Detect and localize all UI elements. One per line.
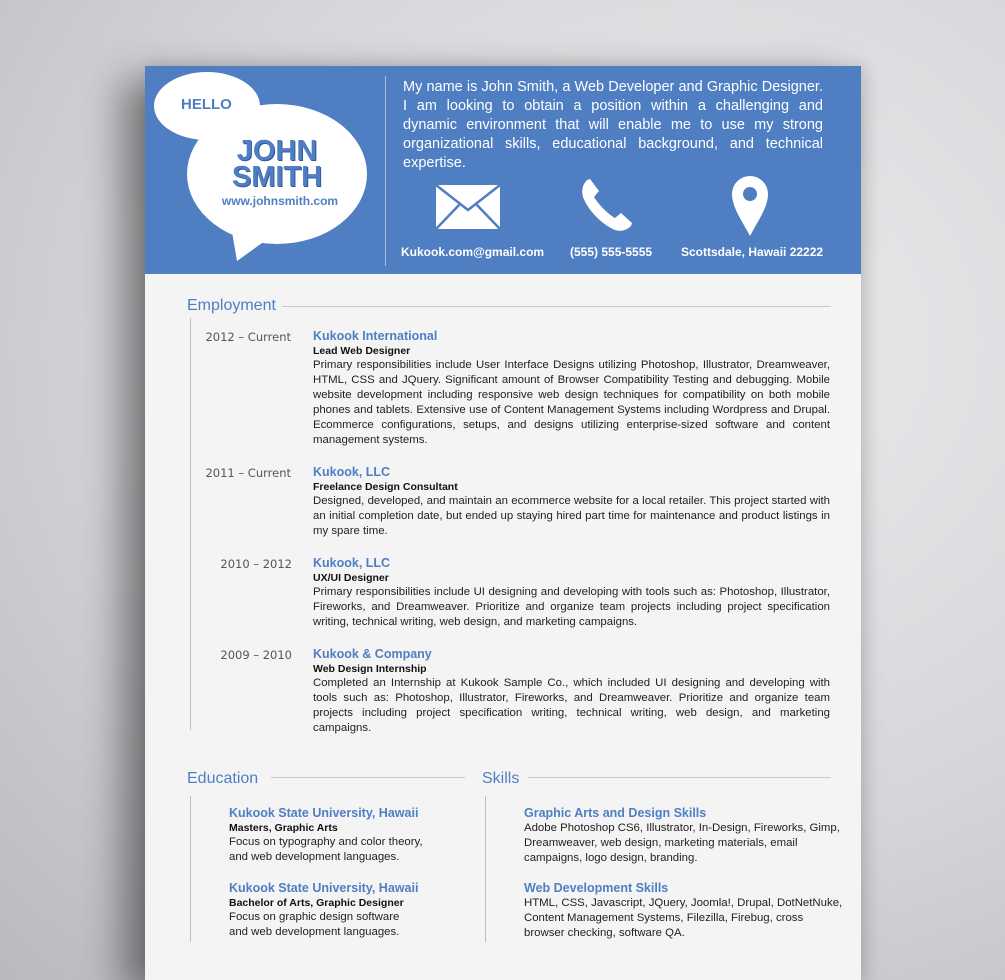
skill-line: Dreamweaver, web design, marketing materials, email xyxy=(524,837,798,849)
first-name: JOHN xyxy=(236,135,318,167)
skills-heading: Skills xyxy=(482,770,520,787)
education-timeline xyxy=(190,796,191,942)
job-role: Web Design Internship xyxy=(313,663,427,675)
job-role: Freelance Design Consultant xyxy=(313,481,458,493)
job-description: Completed an Internship at Kukook Sample Co., which included UI designing and developing with tools such as: Photoshop, Illustrator, Fireworks, and Dreamweaver. Prioritize and organize team projects including project specification writing, technical writing, web design, and marketing campaigns. xyxy=(313,677,830,734)
job-description: Primary responsibilities include User Interface Designs utilizing Photoshop, Illustrator, Dreamweaver, HTML, CSS and JQuery. Significant amount of Browser Compatibility Testing and debugging. Mobile website development including responsive web design techniques for compatibility on both mobile phones and tablets. Extensive use of Content Management Systems including Wordpress and Drupal. Ecommerce configurations, setups, and designs utilizing enterprise-sized software and content management systems. xyxy=(313,359,830,446)
last-name: SMITH xyxy=(231,161,323,193)
skill-group-title: Graphic Arts and Design Skills xyxy=(524,806,707,820)
job-dates: 2009 – 2010 xyxy=(220,648,292,662)
employment-timeline xyxy=(190,318,191,730)
website-link[interactable]: www.johnsmith.com xyxy=(221,194,339,208)
education-heading: Education xyxy=(187,770,259,787)
employment-heading: Employment xyxy=(187,297,276,314)
skill-group xyxy=(524,806,844,866)
skill-line: campaigns, logo design, branding. xyxy=(524,852,698,864)
job-dates: 2012 – Current xyxy=(205,330,291,344)
skill-list xyxy=(524,896,844,941)
education-focus-line: Focus on graphic design software xyxy=(229,911,400,923)
education-focus-line: and web development languages. xyxy=(229,926,400,938)
resume-header xyxy=(145,66,861,274)
education-entry xyxy=(229,806,469,865)
degree: Bachelor of Arts, Graphic Designer xyxy=(229,897,404,909)
job-description: Primary responsibilities include UI designing and developing with tools such as: Photoshop, Illustrator, Fireworks, and Dreamweaver. Prioritize and organize team projects including project specification writing, technical writing, web design, and marketing campaigns. xyxy=(313,586,830,628)
skill-group xyxy=(524,881,844,941)
job-company: Kukook, LLC xyxy=(313,465,391,479)
skill-line: Content Management Systems, Filezilla, Firebug, cross xyxy=(524,912,804,924)
email-address[interactable]: Kukook.com@gmail.com xyxy=(401,245,545,259)
header-divider xyxy=(385,76,386,266)
skill-list xyxy=(524,821,844,866)
education-focus xyxy=(229,910,469,940)
education-focus xyxy=(229,835,469,865)
job-entry xyxy=(313,329,830,448)
job-entry xyxy=(313,647,830,736)
degree: Masters, Graphic Arts xyxy=(229,822,338,834)
job-company: Kukook & Company xyxy=(313,647,432,661)
skills-timeline xyxy=(485,796,486,942)
phone-number[interactable]: (555) 555-5555 xyxy=(570,245,653,259)
job-dates: 2011 – Current xyxy=(205,466,291,480)
job-company: Kukook, LLC xyxy=(313,556,391,570)
education-entry xyxy=(229,881,469,940)
job-company: Kukook International xyxy=(313,329,438,343)
resume-page xyxy=(145,66,861,980)
education-rule xyxy=(271,777,465,778)
location-pin-icon xyxy=(730,174,770,238)
location-address: Scottsdale, Hawaii 22222 xyxy=(681,245,824,259)
skills-rule xyxy=(528,777,831,778)
skill-line: Adobe Photoshop CS6, Illustrator, In-Design, Fireworks, Gimp, xyxy=(524,822,840,834)
education-focus-line: and web development languages. xyxy=(229,851,400,863)
job-entry xyxy=(313,556,830,630)
skill-line: HTML, CSS, Javascript, JQuery, Joomla!, Drupal, DotNetNuke, xyxy=(524,897,843,909)
envelope-icon xyxy=(435,184,501,230)
job-role: UX/UI Designer xyxy=(313,572,389,584)
school-name: Kukook State University, Hawaii xyxy=(229,806,419,820)
job-role: Lead Web Designer xyxy=(313,345,411,357)
job-entry xyxy=(313,465,830,539)
job-description: Designed, developed, and maintain an ecommerce website for a local retailer. This project started with an initial completion date, but ended up staying hired part time for maintenance and product listings in my spare time. xyxy=(313,495,830,537)
skill-line: browser checking, software QA. xyxy=(524,927,685,939)
school-name: Kukook State University, Hawaii xyxy=(229,881,419,895)
education-focus-line: Focus on typography and color theory, xyxy=(229,836,423,848)
candidate-name xyxy=(195,135,359,193)
hello-label: HELLO xyxy=(181,96,232,113)
skill-group-title: Web Development Skills xyxy=(524,881,669,895)
job-dates: 2010 – 2012 xyxy=(220,557,292,571)
phone-icon xyxy=(579,176,635,234)
employment-rule xyxy=(282,306,831,307)
profile-summary: My name is John Smith, a Web Developer and Graphic Designer. I am looking to obtain a position within a challenging and dynamic environment that will enable me to use my strong organizational skills, educational background, and technical expertise. xyxy=(403,79,823,171)
